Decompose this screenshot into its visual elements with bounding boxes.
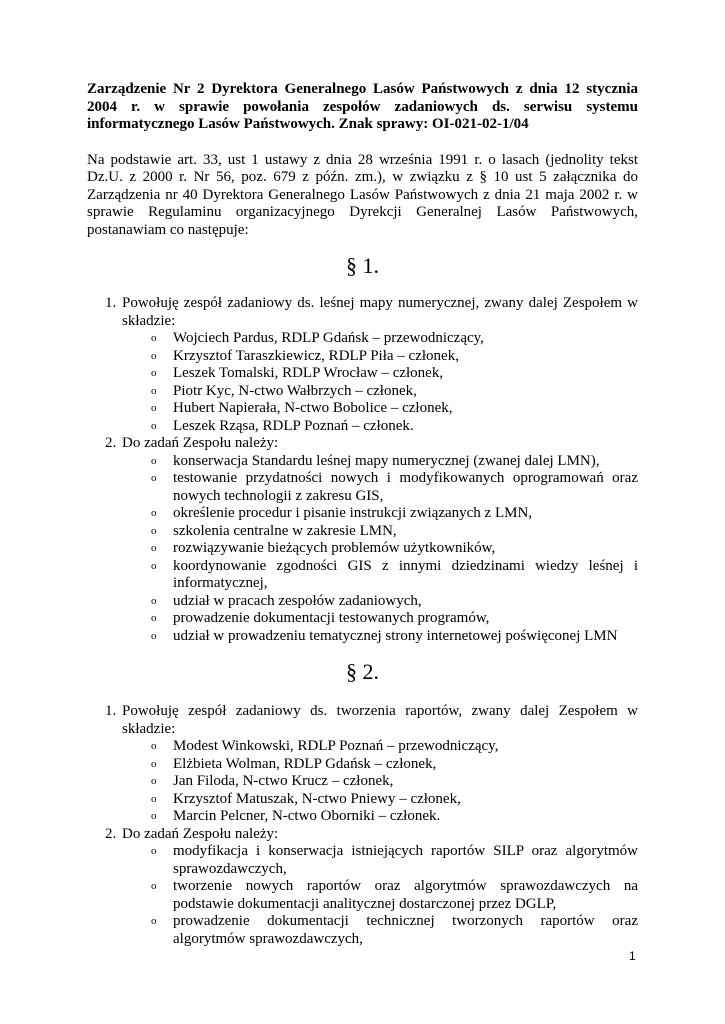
numbered-point [87, 295, 638, 330]
bullet-icon: o [151, 454, 157, 467]
bullet-icon: o [151, 915, 157, 927]
point-number: 1. [105, 703, 117, 719]
list-item-text: Wojciech Pardus, RDLP Gdańsk – przewodniczący, [173, 330, 484, 346]
list-item [87, 791, 638, 809]
list-item-text: udział w prowadzeniu tematycznej strony internetowej poświęconej LMN [173, 627, 618, 644]
list-item [87, 470, 638, 505]
list-item [87, 540, 638, 558]
bullet-icon: o [151, 402, 157, 414]
bullet-icon: o [151, 419, 157, 432]
list-item [87, 400, 638, 418]
list-item [87, 505, 638, 523]
list-item-text: Krzysztof Taraszkiewicz, RDLP Piła – członek, [173, 347, 459, 364]
bullet-icon: o [151, 612, 157, 624]
bullet-icon: o [151, 594, 157, 607]
numbered-point [87, 435, 638, 453]
bullet-icon: o [151, 524, 157, 537]
list-item-text: Hubert Napierała, N-ctwo Bobolice – członek, [173, 400, 453, 416]
list-item [87, 610, 638, 628]
list-item [87, 628, 638, 646]
list-item [87, 756, 638, 774]
bullet-icon: o [151, 845, 157, 857]
section-heading: § 2. [346, 659, 379, 684]
bullet-icon: o [151, 542, 157, 554]
page-number: 1 [629, 949, 636, 963]
list-item-text: Jan Filoda, N-ctwo Krucz – członek, [173, 773, 394, 789]
point-text: Do zadań Zespołu należy: [122, 825, 279, 842]
list-item-text: prowadzenie dokumentacji testowanych programów, [173, 610, 490, 626]
bullet-icon: o [151, 559, 157, 572]
point-number: 2. [105, 825, 117, 842]
bullet-icon: o [151, 349, 157, 362]
sections-container [87, 253, 638, 948]
list-item [87, 773, 638, 791]
list-item-text: koordynowanie zgodności GIS z innymi dziedzinami wiedzy leśnej i informatycznej, [173, 557, 638, 591]
legal-basis-paragraph: Na podstawie art. 33, ust 1 ustawy z dnia 28 września 1991 r. o lasach (jednolity tekst Dz.U. z 2000 r. Nr 56, poz. 679 z późn. zm.), w związku z § 10 ust 5 załącznika do Zarządzenia nr 40 Dyrektora Generalnego Lasów Państwowych z dnia 21 maja 2002 r. w sprawie Regulaminu organizacyjnego Dyrekcji Generalnej Lasów Państwowych, postanawiam co następuje: [87, 151, 638, 238]
point-text: Powołuję zespół zadaniowy ds. leśnej mapy numerycznej, zwany dalej Zespołem w składzie: [122, 295, 638, 329]
bullet-icon: o [151, 367, 157, 379]
document-body [87, 81, 638, 948]
bullet-icon: o [151, 507, 157, 519]
list-item [87, 348, 638, 366]
list-item [87, 913, 638, 948]
bullet-icon: o [151, 810, 157, 822]
list-item-text: Marcin Pelcner, N-ctwo Oborniki – członek. [173, 808, 441, 824]
list-item [87, 808, 638, 826]
list-item-text: szkolenia centralne w zakresie LMN, [173, 522, 397, 539]
sub-list [87, 843, 638, 948]
list-item [87, 738, 638, 756]
numbered-point [87, 703, 638, 738]
list-item [87, 593, 638, 611]
list-item-text: konserwacja Standardu leśnej mapy numerycznej (zwanej dalej LMN), [173, 452, 600, 469]
list-item [87, 418, 638, 436]
list-item-text: określenie procedur i pisanie instrukcji związanych z LMN, [173, 505, 533, 521]
sub-list [87, 738, 638, 826]
list-item [87, 453, 638, 471]
list-item-text: Modest Winkowski, RDLP Poznań – przewodniczący, [173, 738, 499, 754]
point-text: Powołuję zespół zadaniowy ds. tworzenia raportów, zwany dalej Zespołem w składzie: [122, 703, 638, 737]
bullet-icon: o [151, 472, 157, 484]
bullet-icon: o [151, 384, 157, 397]
bullet-icon: o [151, 880, 157, 892]
list-item [87, 330, 638, 348]
list-item-text: Elżbieta Wolman, RDLP Gdańsk – członek, [173, 755, 437, 772]
bullet-icon: o [151, 740, 157, 752]
sub-list [87, 330, 638, 435]
bullet-icon: o [151, 629, 157, 642]
list-item-text: tworzenie nowych raportów oraz algorytmów sprawozdawczych na podstawie dokumentacji analitycznej dostarczonej przez DGLP, [173, 878, 638, 912]
list-item-text: testowanie przydatności nowych i modyfikowanych oprogramowań oraz nowych technologii z zakresu GIS, [173, 470, 638, 504]
bullet-icon: o [151, 332, 157, 344]
list-item [87, 558, 638, 593]
bullet-icon: o [151, 792, 157, 805]
list-item-text: modyfikacja i konserwacja istniejących raportów SILP oraz algorytmów sprawozdawczych, [173, 843, 638, 877]
document-title: Zarządzenie Nr 2 Dyrektora Generalnego Lasów Państwowych z dnia 12 stycznia 2004 r. w sprawie powołania zespołów zadaniowych ds. serwisu systemu informatycznego Lasów Państwowych. Znak sprawy: OI-021-02-1/04 [87, 81, 638, 132]
point-number: 2. [105, 435, 117, 451]
point-text: Do zadań Zespołu należy: [122, 435, 279, 451]
list-item [87, 843, 638, 878]
list-item [87, 523, 638, 541]
point-number: 1. [105, 295, 117, 311]
list-item [87, 365, 638, 383]
list-item-text: Piotr Kyc, N-ctwo Wałbrzych – członek, [173, 382, 417, 399]
list-item [87, 383, 638, 401]
list-item [87, 878, 638, 913]
list-item-text: Krzysztof Matuszak, N-ctwo Pniewy – członek, [173, 790, 461, 807]
list-item-text: Leszek Rząsa, RDLP Poznań – członek. [173, 417, 414, 434]
sub-list [87, 453, 638, 646]
bullet-icon: o [151, 757, 157, 770]
list-item-text: rozwiązywanie bieżących problemów użytkowników, [173, 540, 496, 556]
section-heading: § 1. [346, 253, 379, 278]
list-item-text: Leszek Tomalski, RDLP Wrocław – członek, [173, 365, 444, 381]
numbered-point [87, 826, 638, 844]
list-item-text: udział w pracach zespołów zadaniowych, [173, 592, 422, 609]
list-item-text: prowadzenie dokumentacji technicznej tworzonych raportów oraz algorytmów sprawozdawczych, [173, 913, 638, 947]
bullet-icon: o [151, 775, 157, 787]
